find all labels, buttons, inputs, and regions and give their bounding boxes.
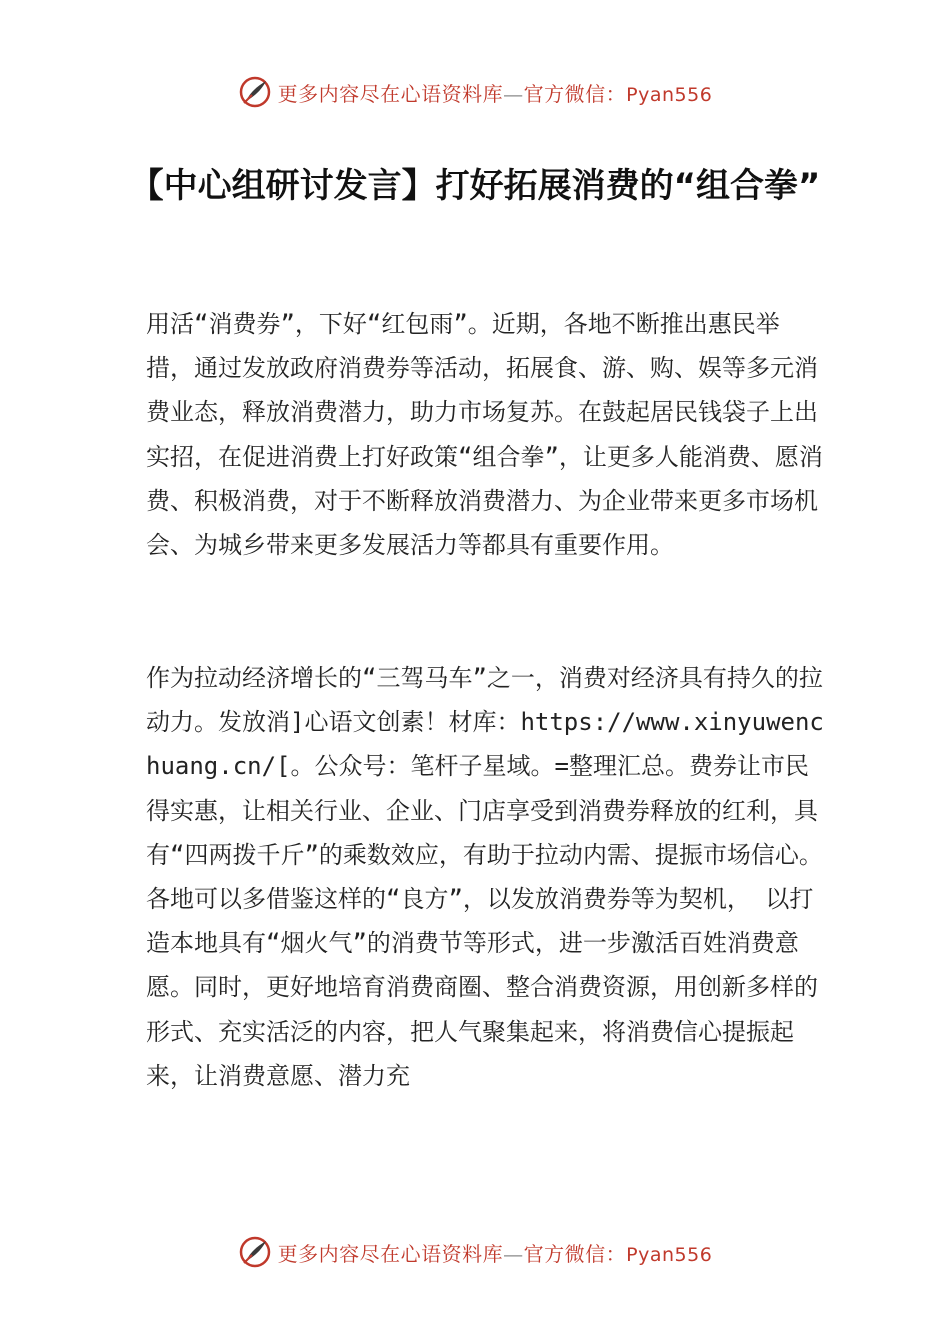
paragraph-2: 作为拉动经济增长的“三驾马车”之一，消费对经济具有持久的拉动力。发放消]心语文创素！材库：https://www.xinyuwenchuang.cn/[。公众号：笔杆子星域。=整理汇总。费券让市民得实惠，让相关行业、企业、门店享受到消费券释放的红利，具有“四两拨千斤”的乘数效应，有助于拉动内需、提振市场信心。各地可以多借鉴这样的“良方”，以发放消费券等为契机， 以打造本地具有“烟火气”的消费节等形式，进一步激活百姓消费意愿。同时，更好地培育消费商圈、整合消费资源，用创新多样的形式、充实活泛的内容，把人气聚集起来，将消费信心提振起来，让消费意愿、潜力充 [146,664,824,1090]
feather-logo-icon [238,75,272,109]
banner-text: 更多内容尽在心语资料库—官方微信：Pyan556 [277,1241,713,1266]
document-title: 【中心组研讨发言】打好拓展消费的“组合拳” [129,166,821,206]
header-watermark-banner [0,72,950,112]
paragraph-1: 用活“消费券”，下好“红包雨”。近期，各地不断推出惠民举措，通过发放政府消费券等活动，拓展食、游、购、娱等多元消费业态，释放消费潜力，助力市场复苏。在鼓起居民钱袋子上出实招，在促进消费上打好政策“组合拳”，让更多人能消费、愿消费、积极消费，对于不断释放消费潜力、为企业带来更多市场机会、为城乡带来更多发展活力等都具有重要作用。 [146,310,823,560]
feather-logo-icon [238,1235,272,1269]
banner-text: 更多内容尽在心语资料库—官方微信：Pyan556 [277,81,713,106]
footer-watermark-banner [0,1232,950,1272]
